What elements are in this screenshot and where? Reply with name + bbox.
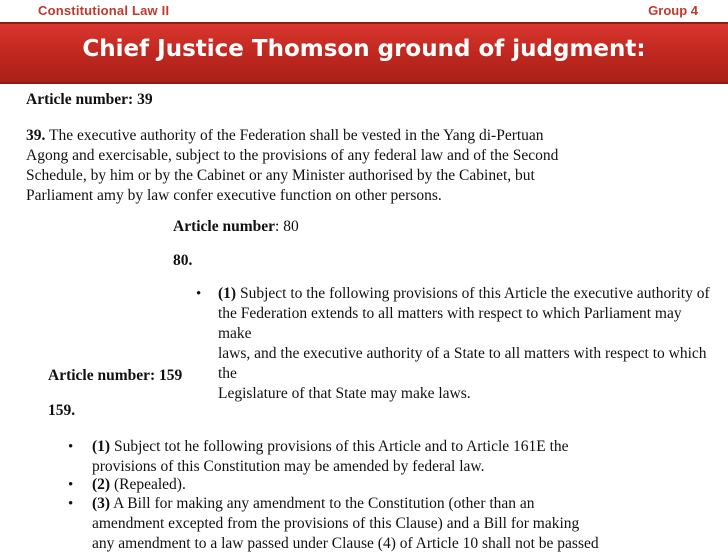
article39-line: 39. The executive authority of the Federation shall be vested in the Yang di-Pertuan [26, 127, 544, 144]
course-label: Constitutional Law II [38, 3, 170, 18]
article159-number: 159. [48, 402, 76, 419]
group-label: Group 4 [648, 3, 698, 18]
article159-heading: Article number: 159 [48, 367, 183, 384]
article39-line: Parliament amy by law confer executive function on other persons. [26, 187, 442, 204]
article80-heading-num: : 80 [275, 218, 299, 235]
bullet-dot: • [196, 286, 202, 302]
article80-number: 80. [173, 252, 193, 269]
article39-body [26, 126, 716, 206]
article39-heading [26, 90, 153, 110]
bullet-dot: • [68, 439, 74, 455]
slide-title: Chief Justice Thomson ground of judgment: [82, 36, 646, 62]
bullet-dot: • [68, 477, 74, 493]
top-bar [0, 0, 728, 22]
article39-line: Agong and exercisable, subject to the provisions of any federal law and of the Second [26, 147, 559, 164]
title-banner [0, 22, 728, 84]
article159-clause-3: (3) A Bill for making any amendment to the Constitution (other than an amendment excepted from the provisions of this Clause) and a Bill for making any amendment to a law passed under Clause (4) of Article 10 shall not be passed [92, 495, 599, 552]
article39-heading-label: Article number: [26, 91, 134, 108]
article39-line: Schedule, by him or by the Cabinet or any Minister authorised by the Cabinet, but [26, 167, 535, 184]
bullet-dot: • [68, 496, 74, 512]
article80-clause-num: (1) [218, 285, 237, 302]
article159-clause-2: (2) (Repealed). [92, 476, 186, 493]
article80-heading [173, 217, 299, 237]
article39-heading-num: 39 [137, 91, 153, 108]
article80-heading-label: Article number [173, 218, 276, 235]
article159-clause-1: (1) Subject tot he following provisions of this Article and to Article 161E the provisions of this Constitution may be amended by federal law. [92, 438, 569, 475]
